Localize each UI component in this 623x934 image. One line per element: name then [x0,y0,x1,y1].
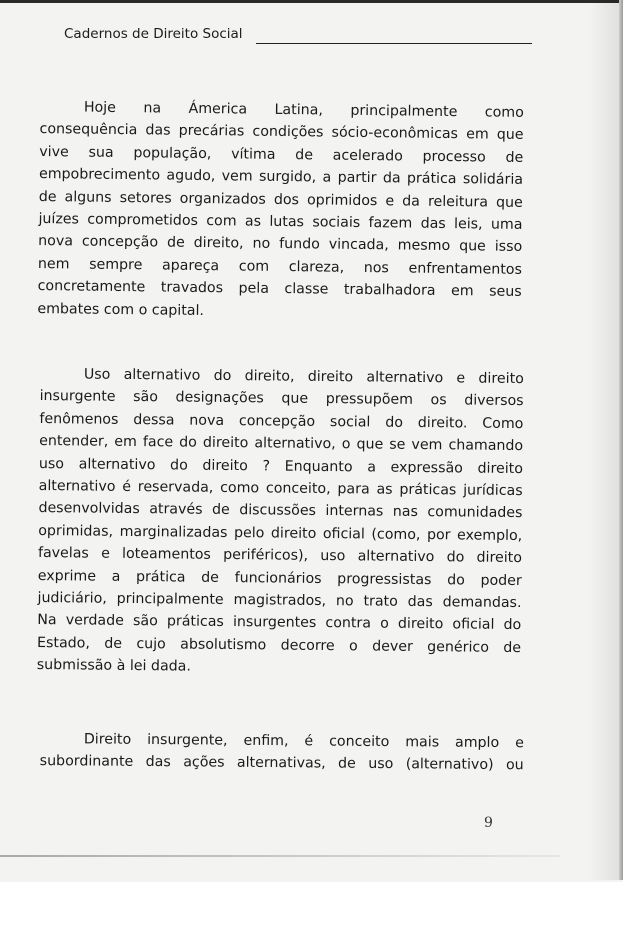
paragraph-line: Na verdade são práticas insurgentes contra o direito oficial do [37,612,522,634]
paragraph-line: concretamente travados pela classe trabalhadora em seus [37,278,522,301]
paragraph-line: subordinante das ações alternativas, de uso (alternativo) ou [39,753,524,774]
paragraph-line: embates com o capital. [37,300,205,319]
paragraph-line: nem sempre apareça com clareza, nos enfrentamentos [37,255,523,278]
paragraph-line: Uso alternativo do direito, direito alternativo e direito [83,366,524,388]
paragraph-line: consequência das precárias condições sócio-econômicas em que [39,121,524,144]
page-number: 9 [484,815,493,831]
paragraph-line: insurgente são designações que pressupõem os diversos [39,388,524,410]
paragraph-1 [37,96,524,326]
running-header [64,26,534,50]
scan-shadow-right [589,0,619,880]
paragraph-line: uso alternativo do direito ? Enquanto a expressão direito [38,455,524,477]
paragraph-line: Hoje na Ámerica Latina, principalmente como [83,99,524,121]
paragraph-line: fenômenos dessa nova concepção social do direito. Como [39,410,524,432]
running-header-rule [256,43,532,44]
paragraph-line: oprimidas, marginalizadas pelo direito oficial (como, por exemplo, [38,522,523,544]
paragraph-line: entender, em face do direito alternativo, o que se vem chamando [39,433,524,455]
paragraph-line: favelas e loteamentos periféricos), uso alternativo do direito [37,545,523,567]
paragraph-line: juízes comprometidos com as lutas sociais fazem das leis, uma [38,211,523,233]
paragraph-line: de alguns setores organizados dos oprimidos e da releitura que [38,188,523,211]
paragraph-line: alternativo é reservada, como conceito, para as práticas jurídicas [38,478,523,500]
paragraph-line: nova concepção de direito, no fundo vincada, mesmo que isso [38,233,523,256]
paragraph-line: Estado, de cujo absolutismo decorre o dever genérico de [36,634,522,656]
paragraph-line: exprime a prática de funcionários progressistas do poder [37,567,522,589]
paragraph-line: Direito insurgente, enfim, é conceito mais amplo e [83,731,524,752]
paragraph-line: vive sua população, vítima de acelerado processo de [39,143,524,166]
paragraph-line: judiciário, principalmente magistrados, no trato das demandas. [37,590,522,612]
running-header-title: Cadernos de Direito Social [64,26,243,42]
scan-edge-right [619,0,623,880]
paragraph-2 [37,363,524,682]
paragraph-line: submissão à lei dada. [36,657,191,675]
paragraph-line: desenvolvidas através de discussões internas nas comunidades [38,500,523,522]
scan-edge-top [0,0,623,3]
paragraph-line: empobrecimento agudo, vem surgido, a partir da prática solidária [38,166,524,189]
scan-margin-bottom [0,882,623,934]
paragraph-3 [40,728,524,777]
scan-bottom-edge [0,855,560,857]
